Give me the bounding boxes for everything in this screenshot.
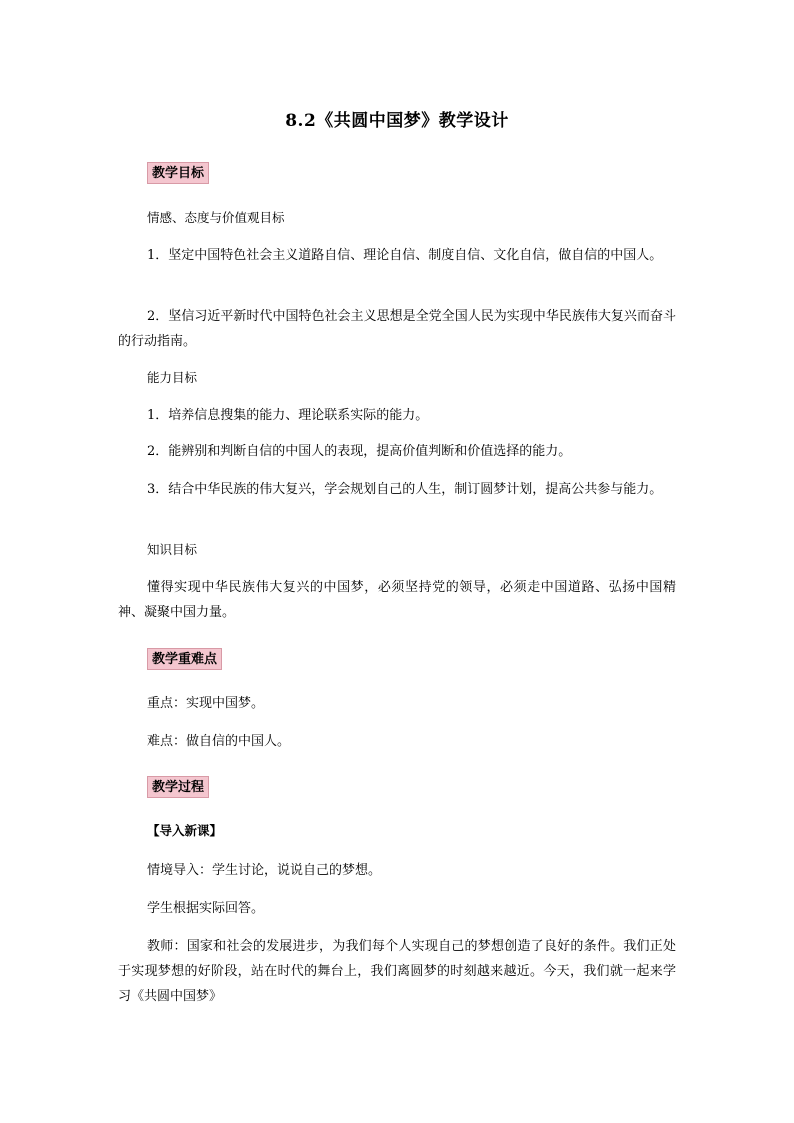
paragraph-emotion-1: 1．坚定中国特色社会主义道路自信、理论自信、制度自信、文化自信，做自信的中国人。 <box>147 248 663 263</box>
paragraph-process-3: 教师：国家和社会的发展进步，为我们每个人实现自己的梦想创造了良好的条件。我们正处于实现梦想的好阶段，站在时代的舞台上，我们离圆梦的时刻越来越近。今天，我们就一起来学习《共圆中国梦》 <box>118 939 676 1004</box>
paragraph-ability-3: 3．结合中华民族的伟大复兴，学会规划自己的人生，制订圆梦计划，提高公共参与能力。 <box>147 482 663 497</box>
subhead-knowledge: 知识目标 <box>147 542 198 557</box>
paragraph-difficult: 难点：做自信的中国人。 <box>147 734 291 749</box>
paragraph-process-2: 学生根据实际回答。 <box>147 901 265 916</box>
section-badge-goals: 教学目标 <box>147 162 209 184</box>
paragraph-process-1: 情境导入：学生讨论，说说自己的梦想。 <box>147 863 382 878</box>
paragraph-ability-2: 2．能辨别和判断自信的中国人的表现，提高价值判断和价值选择的能力。 <box>147 444 572 459</box>
paragraph-emotion-2: 2．坚信习近平新时代中国特色社会主义思想是全党全国人民为实现中华民族伟大复兴而奋斗的行动指南。 <box>118 309 676 349</box>
subhead-emotion: 情感、态度与价值观目标 <box>147 210 285 225</box>
section-badge-keypoints: 教学重难点 <box>147 648 222 670</box>
document-title: 8.2《共圆中国梦》教学设计 <box>285 111 509 131</box>
subhead-intro: 【导入新课】 <box>147 823 223 838</box>
paragraph-ability-1: 1．培养信息搜集的能力、理论联系实际的能力。 <box>147 408 429 423</box>
subhead-ability: 能力目标 <box>147 370 198 385</box>
section-badge-process: 教学过程 <box>147 776 209 798</box>
paragraph-key: 重点：实现中国梦。 <box>147 696 265 711</box>
paragraph-knowledge-1: 懂得实现中华民族伟大复兴的中国梦，必须坚持党的领导，必须走中国道路、弘扬中国精神、凝聚中国力量。 <box>118 580 676 620</box>
